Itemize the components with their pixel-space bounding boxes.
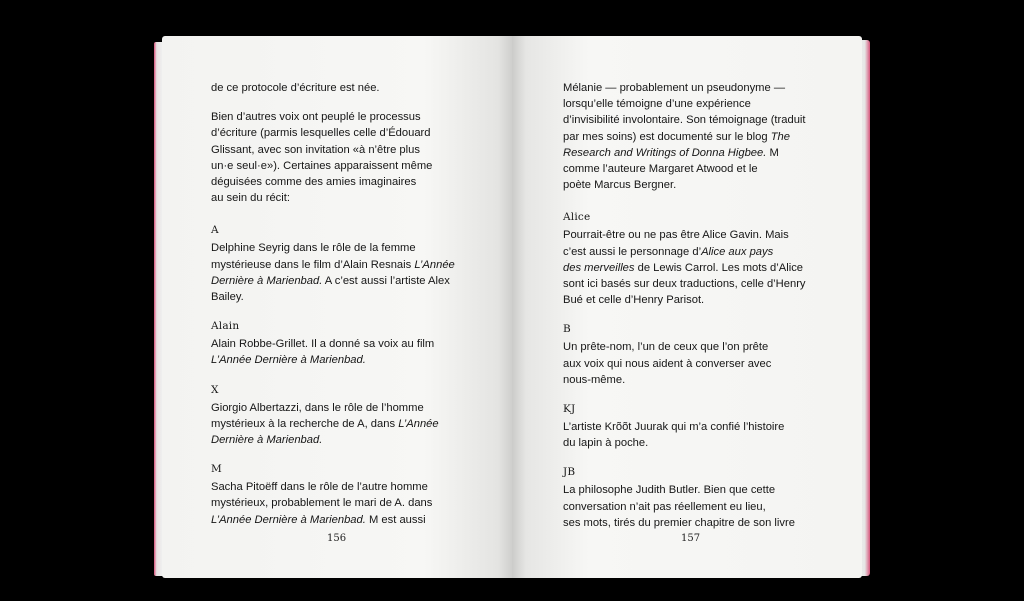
- text-line: [211, 240, 501, 256]
- text-line: d’écriture (parmis lesquelles celle d’Édouard: [211, 127, 431, 140]
- character-list-right: [563, 210, 853, 531]
- text-span: A c’est aussi l’artiste Alex: [322, 274, 450, 287]
- character-marker: Alain: [211, 320, 240, 333]
- text-span: comme l’auteure Margaret Atwood et le: [563, 163, 758, 176]
- text-span: Giorgio Albertazzi, dans le rôle de l’homme: [211, 401, 424, 414]
- text-span: ses mots, tirés du premier chapitre de son livre: [563, 516, 795, 529]
- text-line: [211, 479, 501, 495]
- text-span: lorsqu’elle témoigne d’une expérience: [563, 98, 751, 111]
- text-span: Pourrait-être ou ne pas être Alice Gavin. Mais: [563, 229, 789, 242]
- text-line: un·e seul·e»). Certaines apparaissent même: [211, 159, 433, 172]
- text-line: au sein du récit:: [211, 192, 290, 205]
- text-span: Mélanie — probablement un pseudonyme —: [563, 82, 786, 94]
- text-line: [211, 273, 501, 289]
- text-line: [563, 244, 853, 260]
- text-span: M: [766, 146, 779, 159]
- italic-title: L’Année Dernière à Marienbad.: [211, 513, 366, 526]
- paragraph-intro: de ce protocole d’écriture est née.: [211, 82, 380, 94]
- character-entry: [563, 465, 853, 531]
- text-line: [563, 356, 853, 372]
- text-line: [211, 336, 501, 352]
- italic-title: Research and Writings of Donna Higbee.: [563, 146, 767, 159]
- character-entry: [211, 319, 501, 368]
- text-span: mystérieux à la recherche de A, dans: [211, 417, 399, 430]
- character-entry: [211, 462, 501, 528]
- text-span: sont ici basés sur deux traductions, celle d’Henry: [563, 278, 806, 291]
- text-span: conversation n’ait pas réellement eu lieu,: [563, 500, 766, 513]
- text-line: [563, 80, 853, 96]
- text-line: [563, 96, 853, 112]
- italic-title: L’Année Dernière à Marienbad.: [211, 354, 366, 367]
- text-span: M est aussi: [365, 513, 426, 526]
- text-line: [563, 260, 853, 276]
- text-line: [211, 257, 501, 273]
- text-span: du lapin à poche.: [563, 437, 649, 450]
- character-entry: [563, 210, 853, 308]
- character-marker: B: [563, 323, 571, 336]
- paragraph-voices: [211, 109, 501, 206]
- italic-title: Dernière à Marienbad.: [211, 274, 323, 287]
- text-line: [563, 419, 853, 435]
- italic-title: Alice aux pays: [701, 245, 774, 258]
- italic-title: The: [770, 130, 790, 143]
- character-list-left: [211, 223, 501, 527]
- text-line: [563, 276, 853, 292]
- paragraph-melanie: [563, 80, 853, 193]
- text-line: [211, 432, 501, 448]
- italic-title: Dernière à Marienbad.: [211, 434, 323, 447]
- character-entry: [211, 223, 501, 305]
- text-span: Delphine Seyrig dans le rôle de la femme: [211, 242, 416, 255]
- text-span: mystérieux, probablement le mari de A. dans: [211, 497, 433, 510]
- text-span: Un prête-nom, l’un de ceux que l’on prête: [563, 341, 769, 354]
- text-line: [563, 227, 853, 243]
- character-marker: M: [211, 463, 222, 476]
- character-marker: KJ: [563, 403, 576, 416]
- text-line: [563, 112, 853, 128]
- text-line: [563, 499, 853, 515]
- text-line: [563, 339, 853, 355]
- text-span: L’artiste Krõõt Juurak qui m’a confié l’histoire: [563, 421, 785, 434]
- text-line: [211, 512, 501, 528]
- text-line: [563, 482, 853, 498]
- text-span: Bué et celle d’Henry Parisot.: [563, 294, 705, 307]
- text-line: [211, 416, 501, 432]
- text-line: [563, 372, 853, 388]
- text-line: [563, 129, 853, 145]
- text-line: [211, 289, 501, 305]
- text-line: [563, 292, 853, 308]
- text-line: [563, 161, 853, 177]
- text-span: c’est aussi le personnage d’: [563, 245, 702, 258]
- character-entry: [563, 322, 853, 388]
- text-line: [211, 495, 501, 511]
- text-span: poète Marcus Bergner.: [563, 179, 677, 192]
- character-marker: JB: [563, 466, 576, 479]
- text-line: [563, 145, 853, 161]
- text-line: [211, 352, 501, 368]
- text-span: de Lewis Carrol. Les mots d’Alice: [634, 261, 804, 274]
- text-line: [563, 177, 853, 193]
- text-span: Alain Robbe-Grillet. Il a donné sa voix au film: [211, 338, 435, 351]
- italic-title: L’Année: [398, 417, 439, 430]
- text-span: La philosophe Judith Butler. Bien que cette: [563, 484, 776, 497]
- text-span: mystérieuse dans le film d’Alain Resnais: [211, 258, 415, 271]
- character-entry: [211, 383, 501, 449]
- text-span: par mes soins) est documenté sur le blog: [563, 130, 771, 143]
- italic-title: des merveilles: [563, 261, 635, 274]
- right-page-body: [563, 80, 853, 531]
- text-line: Bien d’autres voix ont peuplé le processus: [211, 111, 421, 124]
- text-span: nous-même.: [563, 373, 626, 386]
- text-line: [211, 400, 501, 416]
- text-line: Glissant, avec son invitation «à n’être plus: [211, 143, 420, 156]
- text-line: [563, 435, 853, 451]
- page-number-right: 157: [681, 533, 701, 544]
- text-span: aux voix qui nous aident à converser avec: [563, 357, 772, 370]
- italic-title: L’Année: [414, 258, 455, 271]
- text-line: déguisées comme des amies imaginaires: [211, 176, 417, 189]
- text-span: Bailey.: [211, 291, 244, 304]
- text-line: [563, 515, 853, 531]
- character-marker: A: [211, 224, 219, 237]
- text-span: d’invisibilité involontaire. Son témoignage (traduit: [563, 114, 806, 127]
- character-entry: [563, 402, 853, 451]
- character-marker: X: [211, 383, 219, 396]
- character-marker: Alice: [563, 211, 591, 224]
- left-page-body: [211, 80, 501, 528]
- page-number-left: 156: [327, 533, 347, 544]
- text-span: Sacha Pitoëff dans le rôle de l’autre homme: [211, 481, 428, 494]
